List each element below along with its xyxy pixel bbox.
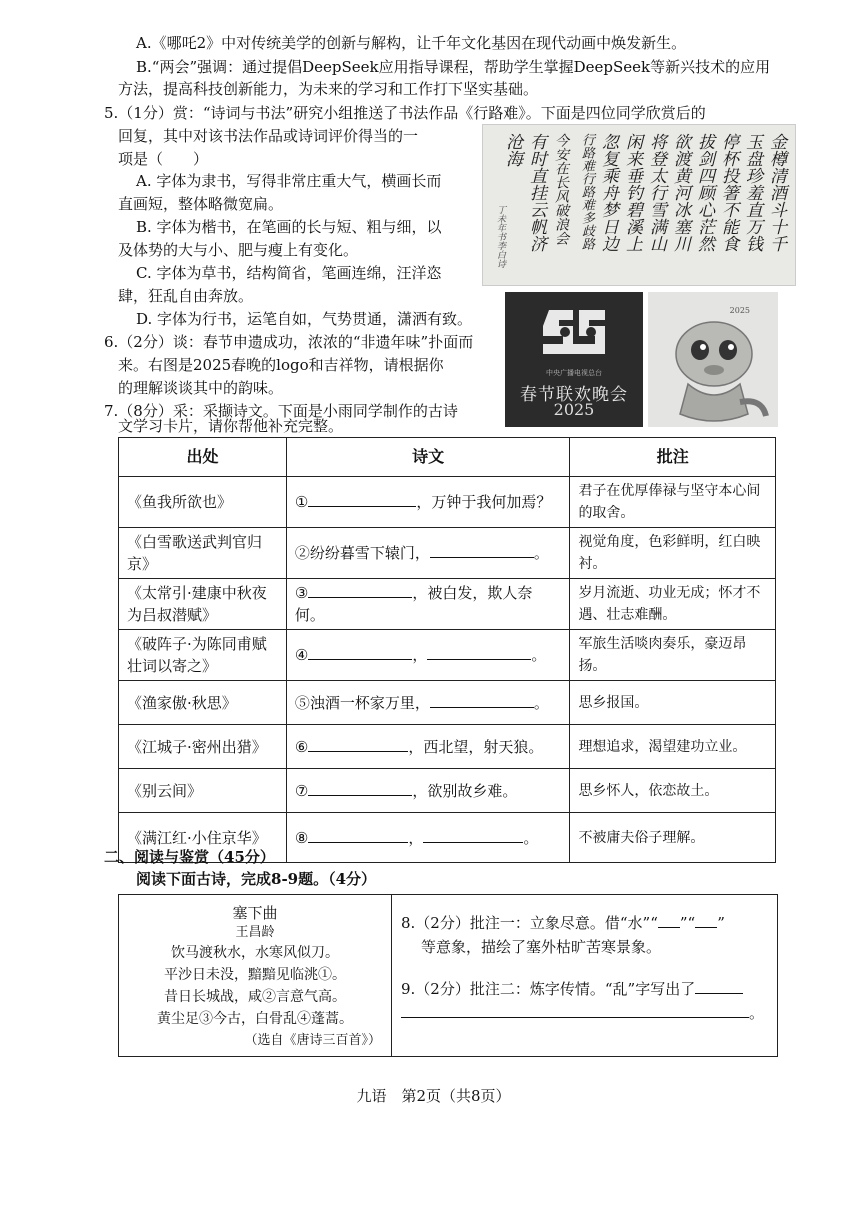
q8-line-1 bbox=[401, 911, 725, 935]
logo-emblem-icon bbox=[505, 292, 643, 372]
calligraphy-image bbox=[482, 124, 796, 286]
mascot-image bbox=[648, 292, 778, 427]
row-note: 理想追求，渴望建功立业。 bbox=[570, 725, 776, 769]
poetry-card-table bbox=[118, 437, 776, 863]
table-row bbox=[119, 477, 776, 528]
calligraphy-column: 行路难行路难多歧路 bbox=[579, 133, 594, 250]
verse-suffix: 。 bbox=[523, 828, 539, 847]
row-verse bbox=[286, 528, 570, 579]
row-note: 岁月流逝、功业无成；怀才不遇、壮志难酬。 bbox=[570, 579, 776, 630]
calligraphy-column: 今安在长风破浪会 bbox=[553, 133, 569, 245]
snake-mascot-icon bbox=[648, 292, 778, 427]
q5-option-d: D. 字体为行书，运笔自如，气势贯通，潇洒有致。 bbox=[136, 310, 473, 328]
q5-option-c-1: C. 字体为草书，结构简省，笔画连绵，汪洋恣 bbox=[136, 264, 442, 282]
answer-blank[interactable] bbox=[695, 979, 743, 994]
q5-stem-2: 回复，其中对该书法作品或诗词评价得当的一 bbox=[118, 127, 419, 145]
verse-prefix: ③ bbox=[294, 584, 309, 602]
verse-suffix: 。 bbox=[531, 646, 547, 664]
row-verse bbox=[286, 579, 570, 630]
answer-blank[interactable] bbox=[430, 543, 534, 558]
row-source: 《白雪歌送武判官归京》 bbox=[119, 528, 287, 579]
q5-option-a-2: 直画短，整体略微宽扁。 bbox=[118, 195, 284, 213]
answer-blank[interactable] bbox=[423, 828, 523, 843]
section-instruction: 阅读下面古诗，完成8-9题。（4分） bbox=[136, 870, 377, 888]
q5-option-a-1: A. 字体为隶书，写得非常庄重大气，横画长而 bbox=[136, 172, 442, 190]
option-a-text: A.《哪吒2》中对传统美学的创新与解构，让千年文化基因在现代动画中焕发新生。 bbox=[136, 34, 687, 52]
row-verse bbox=[286, 769, 570, 813]
verse-prefix: ① bbox=[294, 493, 309, 511]
row-source: 《鱼我所欲也》 bbox=[119, 477, 287, 528]
logo-year: 2025 bbox=[553, 400, 595, 419]
row-source: 《满江红·小住京华》 bbox=[119, 813, 287, 863]
verse-suffix: 。 bbox=[533, 693, 549, 712]
row-source: 《破阵子·为陈同甫赋壮词以寄之》 bbox=[119, 630, 287, 681]
q7-line-1: 7.（8分）采：采撷诗文。下面是小雨同学制作的古诗 bbox=[104, 402, 458, 420]
answer-blank[interactable] bbox=[658, 913, 680, 928]
verse-suffix: ，万钟于我何加焉？ bbox=[416, 493, 552, 511]
answer-blank[interactable] bbox=[430, 693, 534, 708]
answer-blank[interactable] bbox=[308, 737, 408, 752]
row-source: 《江城子·密州出猎》 bbox=[119, 725, 287, 769]
row-source: 《别云间》 bbox=[119, 769, 287, 813]
q8-text: ”“ bbox=[679, 914, 696, 932]
row-source: 《渔家傲·秋思》 bbox=[119, 681, 287, 725]
poem-line: 饮马渡秋水，水寒风似刀。 bbox=[171, 945, 339, 961]
q6-line-2: 来。右图是2025春晚的logo和吉祥物，请根据你 bbox=[118, 356, 444, 374]
answer-blank[interactable] bbox=[308, 492, 416, 507]
verse-suffix: ，欲别故乡难。 bbox=[412, 781, 518, 800]
q5-option-c-2: 肆，狂乱自由奔放。 bbox=[118, 287, 254, 305]
q5-stem-3: 项是（ ） bbox=[118, 150, 209, 168]
q8-text: 8.（2分）批注一：立象尽意。借“水”“ bbox=[401, 914, 658, 932]
calligraphy-column: 欲渡黄河冰塞川 bbox=[670, 133, 690, 252]
table-row bbox=[119, 528, 776, 579]
q5-option-b-1: B. 字体为楷书，在笔画的长与短、粗与细，以 bbox=[136, 218, 442, 236]
row-verse bbox=[286, 477, 570, 528]
verse-suffix: ，被白发，欺人奈何。 bbox=[294, 584, 533, 624]
table-row bbox=[119, 725, 776, 769]
calligraphy-signature: 丁未年书李白诗 bbox=[495, 205, 505, 268]
q9-text: 9.（2分）批注二：炼字传情。“乱”字写出了 bbox=[401, 980, 696, 998]
header-verse: 诗文 bbox=[286, 438, 570, 477]
option-b-text-1: B.“两会”强调：通过提倡DeepSeek应用指导课程，帮助学生掌握DeepSeek等新兴技术的应用 bbox=[136, 58, 771, 76]
poem-source: （选自《唐诗三百首》） bbox=[244, 1033, 381, 1048]
header-source: 出处 bbox=[119, 438, 287, 477]
row-source: 《太常引·建康中秋夜为吕叔潜赋》 bbox=[119, 579, 287, 630]
row-note: 思乡报国。 bbox=[570, 681, 776, 725]
calligraphy-column: 将登太行雪满山 bbox=[646, 133, 666, 252]
q8-text: ” bbox=[717, 914, 725, 932]
calligraphy-column: 忽复乘舟梦日边 bbox=[598, 133, 618, 252]
option-b-text-2: 方法，提高科技创新能力，为未来的学习和工作打下坚实基础。 bbox=[118, 80, 539, 98]
answer-blank[interactable] bbox=[401, 1003, 749, 1018]
box-divider bbox=[391, 895, 392, 1056]
poem-title: 塞下曲 bbox=[232, 904, 278, 922]
row-verse bbox=[286, 725, 570, 769]
row-note: 视觉角度，色彩鲜明，红白映衬。 bbox=[570, 528, 776, 579]
calligraphy-column: 停杯投箸不能食 bbox=[718, 133, 738, 252]
q6-line-3: 的理解谈谈其中的韵味。 bbox=[118, 379, 284, 397]
poem-line: 平沙日未没，黯黯见临洮①。 bbox=[164, 967, 346, 983]
gala-logo-image bbox=[505, 292, 643, 427]
verse-prefix: ⑥ bbox=[294, 737, 309, 756]
q6-line-1: 6.（2分）谈：春节申遗成功，浓浓的“非遗年味”扑面而 bbox=[104, 333, 474, 351]
page-footer: 九语 第2页（共8页） bbox=[356, 1087, 511, 1105]
answer-blank[interactable] bbox=[695, 913, 717, 928]
q9-line-2 bbox=[401, 1001, 764, 1025]
q5-stem-1: 5.（1分）赏：“诗词与书法”研究小组推送了书法作品《行路难》。下面是四位同学欣赏后的 bbox=[104, 104, 706, 122]
poem-question-box bbox=[118, 894, 778, 1057]
calligraphy-column: 玉盘珍羞直万钱 bbox=[742, 133, 762, 252]
answer-blank[interactable] bbox=[308, 781, 412, 796]
poem-line: 黄尘足③今古，白骨乱④蓬蒿。 bbox=[157, 1011, 353, 1027]
q9-line-1 bbox=[401, 977, 743, 1001]
section-heading: 二、阅读与鉴赏（45分） bbox=[104, 848, 275, 866]
row-verse: ⑧ ， 。 bbox=[286, 813, 570, 863]
verse-prefix: ⑧ bbox=[294, 828, 309, 847]
row-verse: ④ ， 。 bbox=[286, 630, 570, 681]
q9-text: 。 bbox=[749, 1004, 765, 1022]
poem-author: 王昌龄 bbox=[235, 925, 275, 940]
row-note: 军旅生活啖肉奏乐，豪迈昂扬。 bbox=[570, 630, 776, 681]
row-verse bbox=[286, 681, 570, 725]
table-row bbox=[119, 579, 776, 630]
calligraphy-column: 拔剑四顾心茫然 bbox=[694, 133, 714, 252]
row-note: 思乡怀人，依恋故土。 bbox=[570, 769, 776, 813]
table-row bbox=[119, 769, 776, 813]
logo-title: 春节联欢晚会 bbox=[520, 385, 628, 405]
poem-line: 昔日长城战，咸②言意气高。 bbox=[164, 989, 346, 1005]
table-row bbox=[119, 681, 776, 725]
verse-prefix: ②纷纷暮雪下辕门， bbox=[294, 544, 430, 562]
table-row bbox=[119, 630, 776, 681]
mascot-year: 2025 bbox=[729, 306, 750, 315]
calligraphy-column: 沧海 bbox=[502, 133, 522, 167]
q7-line-2: 文学习卡片，请你帮他补充完整。 bbox=[118, 417, 344, 435]
verse-prefix: ④ bbox=[294, 646, 309, 664]
calligraphy-column: 闲来垂钓碧溪上 bbox=[622, 133, 642, 252]
row-note: 君子在优厚俸禄与坚守本心间的取舍。 bbox=[570, 477, 776, 528]
table-header-row bbox=[119, 438, 776, 477]
verse-prefix: ⑦ bbox=[294, 781, 309, 800]
q5-option-b-2: 及体势的大与小、肥与瘦上有变化。 bbox=[118, 241, 359, 259]
answer-blank[interactable] bbox=[308, 583, 412, 598]
calligraphy-column: 金樽清酒斗十千 bbox=[766, 133, 786, 252]
answer-blank[interactable] bbox=[308, 645, 412, 660]
answer-blank[interactable] bbox=[427, 645, 531, 660]
answer-blank[interactable] bbox=[308, 828, 408, 843]
row-note: 不被庸夫俗子理解。 bbox=[570, 813, 776, 863]
header-note: 批注 bbox=[570, 438, 776, 477]
calligraphy-column: 有时直挂云帆济 bbox=[526, 133, 546, 252]
verse-prefix: ⑤浊酒一杯家万里， bbox=[294, 693, 430, 712]
q8-line-2: 等意象，描绘了塞外枯旷苦寒景象。 bbox=[421, 938, 662, 956]
logo-small-caption: 中央广播电视总台 bbox=[546, 369, 602, 377]
verse-suffix: ，西北望，射天狼。 bbox=[408, 737, 544, 756]
verse-suffix: 。 bbox=[533, 544, 549, 562]
